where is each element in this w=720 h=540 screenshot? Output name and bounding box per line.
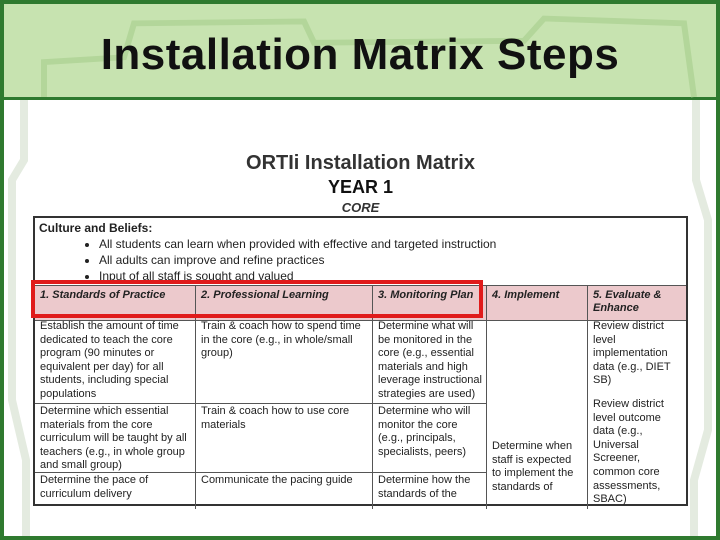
table-cell: Train & coach how to spend time in the core (e.g., in whole/small group) xyxy=(201,320,361,360)
table-cell: Train & coach how to use core materials xyxy=(196,403,373,433)
table-cell: Determine how the standards of the xyxy=(373,472,487,502)
table-cell: Determine what will be monitored in the core (e.g., essential materials and high leverage instructional strategies are used) xyxy=(378,320,482,400)
column-monitoring-plan xyxy=(373,319,487,509)
culture-bullet-list xyxy=(39,236,679,284)
right-decoration xyxy=(686,100,716,536)
column-header-implement: 4. Implement xyxy=(487,286,588,320)
column-header-standards: 1. Standards of Practice xyxy=(35,286,196,320)
column-implement xyxy=(487,319,588,509)
table-cell: Determine the pace of curriculum delivery xyxy=(35,472,196,502)
matrix-document xyxy=(33,150,688,506)
document-year: YEAR 1 xyxy=(327,177,394,197)
highlight-box xyxy=(31,280,483,318)
culture-bullet: • Input of all staff is sought and valued xyxy=(99,268,679,284)
column-evaluate xyxy=(588,319,686,509)
column-professional-learning xyxy=(196,319,373,509)
table-cell: Review district level implementation data (e.g., DIET SB) xyxy=(593,320,671,387)
table-cell: Determine who will monitor the core (e.g., principals, specialists, peers) xyxy=(373,403,487,460)
culture-bullet: • All students can learn when provided with effective and targeted instruction xyxy=(99,236,679,252)
document-tier: CORE xyxy=(341,200,380,215)
document-title: ORTIi Installation Matrix xyxy=(246,152,475,174)
column-standards xyxy=(35,319,196,509)
table-cell: Establish the amount of time dedicated to teach the core program (90 minutes or equivalent per day) for all students, including special populations xyxy=(40,320,179,400)
column-header-monitoring-plan: 3. Monitoring Plan xyxy=(373,286,487,320)
column-header-professional-learning: 2. Professional Learning xyxy=(196,286,373,320)
table-cell: Determine which essential materials from the core curriculum will be taught by all teachers (e.g., in whole group and small group) xyxy=(35,403,196,474)
column-header-evaluate: 5. Evaluate & Enhance xyxy=(593,289,662,314)
table-cell: Review district level outcome data (e.g., Universal Screener, common core assessments, SBAC) xyxy=(593,398,664,506)
table-cell: Determine when staff is expected to implement the standards of xyxy=(492,440,574,493)
table-cell: Communicate the pacing guide xyxy=(196,472,373,489)
title-band xyxy=(4,4,716,100)
culture-bullet: • All adults can improve and refine practices xyxy=(99,252,679,268)
slide-title: Installation Matrix Steps xyxy=(100,30,620,79)
left-decoration xyxy=(4,100,34,536)
installation-matrix-table xyxy=(33,216,688,506)
culture-heading: Culture and Beliefs: xyxy=(39,221,153,235)
culture-beliefs-section xyxy=(39,220,679,284)
